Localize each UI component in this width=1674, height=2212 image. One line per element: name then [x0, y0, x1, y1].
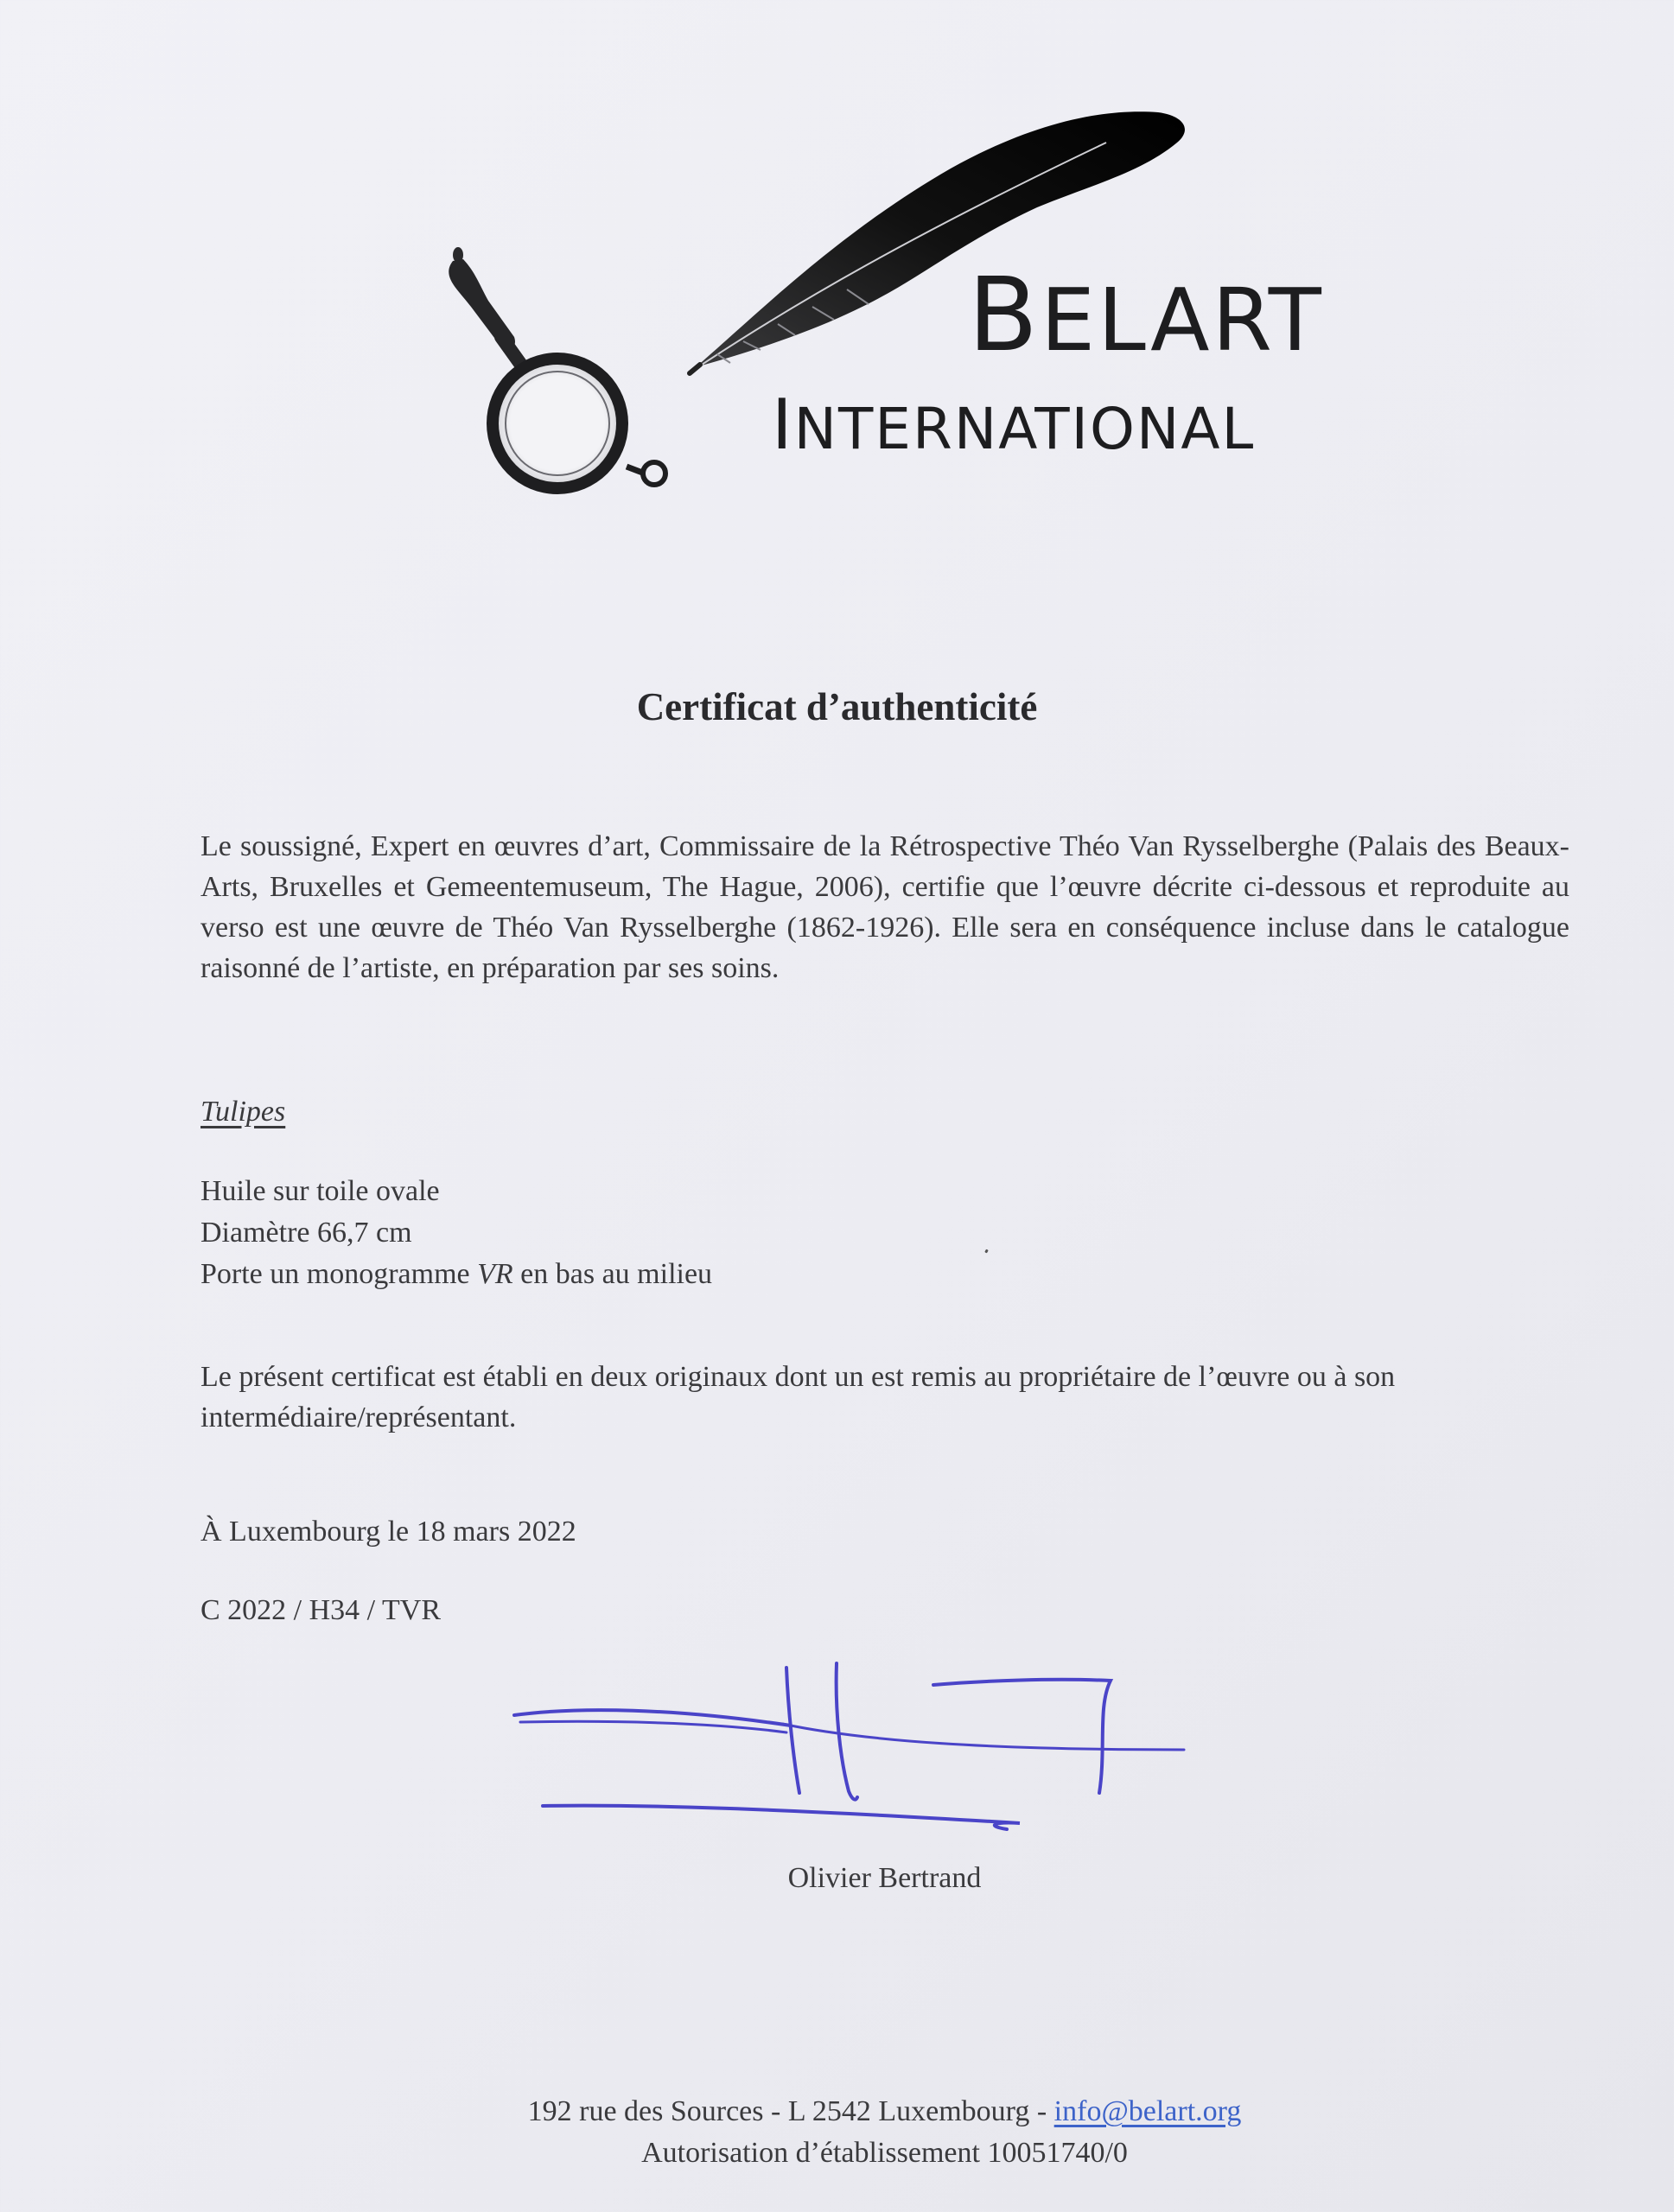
artwork-details — [200, 1171, 712, 1295]
footer — [0, 2091, 1674, 2174]
artwork-medium: Huile sur toile ovale — [200, 1175, 440, 1207]
email-link[interactable]: info@belart.org — [1053, 2095, 1242, 2127]
logo-brand-name: BELART — [968, 255, 1324, 374]
artwork-dimensions: Diamètre 66,7 cm — [200, 1217, 412, 1249]
artwork-title: Tulipes — [200, 1096, 286, 1128]
artwork-inscription: Porte un monogramme VR en bas au milieu — [200, 1258, 713, 1290]
logo-brand-subtitle: INTERNATIONAL — [772, 385, 1256, 465]
originals-paragraph: Le présent certificat est établi en deux originaux dont un est remis au propriétaire de l’œuvre ou à son intermédiaire/représentant. — [200, 1361, 1396, 1433]
magnifying-glass-icon — [449, 247, 665, 494]
footer-address-line: 192 rue des Sources - L 2542 Luxembourg - info@belart.org — [527, 2095, 1242, 2127]
footer-authorisation: Autorisation d’établissement 10051740/0 — [641, 2137, 1128, 2169]
handwritten-signature — [501, 1646, 1193, 1845]
paper-speck — [984, 1249, 989, 1254]
signer-name: Olivier Bertrand — [787, 1862, 982, 1894]
intro-paragraph: Le soussigné, Expert en œuvres d’art, Commissaire de la Rétrospective Théo Van Rysselberghe (Palais des Beaux-Arts, Bruxelles et Gemeentemuseum, The Hague, 2006), certifie que l’œuvre décrite ci-dessous et reproduite au verso est une œuvre de Théo Van Rysselberghe (1862-1926). Elle sera en conséquence incluse dans le catalogue raisonné de l’artiste, en préparation par ses soins. — [200, 830, 1569, 984]
certificate-title: Certificat d’authenticité — [636, 685, 1038, 728]
certificate-reference: C 2022 / H34 / TVR — [200, 1594, 442, 1626]
place-date: À Luxembourg le 18 mars 2022 — [200, 1516, 576, 1548]
